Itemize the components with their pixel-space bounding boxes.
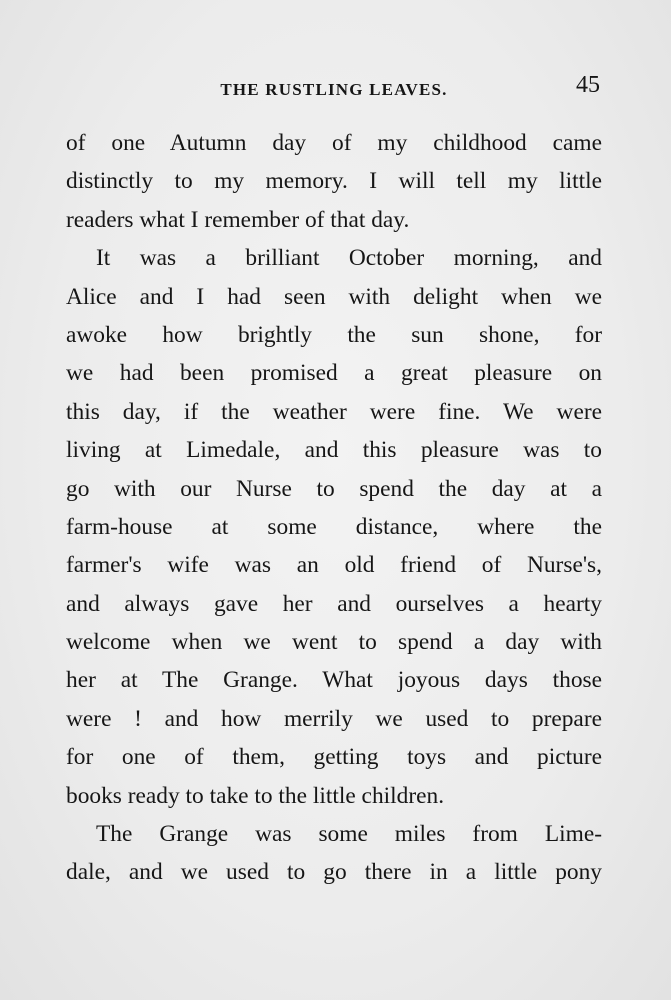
text-line: farm-house at some distance, where the: [66, 513, 602, 540]
text-line: go with our Nurse to spend the day at a: [66, 475, 602, 502]
text-line: awoke how brightly the sun shone, for: [66, 321, 602, 348]
text-line: her at The Grange. What joyous days those: [66, 667, 602, 694]
text-line: and always gave her and ourselves a hearty: [66, 590, 602, 617]
text-line: for one of them, getting toys and picture: [66, 744, 602, 771]
text-line: this day, if the weather were fine. We were: [66, 398, 602, 425]
running-head: [66, 72, 602, 104]
text-line: The Grange was some miles from Lime-: [96, 821, 602, 848]
text-line: Alice and I had seen with delight when we: [66, 283, 602, 310]
text-line: books ready to take to the little children.: [66, 782, 445, 809]
text-line: of one Autumn day of my childhood came: [66, 130, 602, 156]
text-line: distinctly to my memory. I will tell my little: [66, 168, 602, 195]
running-title: THE RUSTLING LEAVES.: [220, 80, 448, 99]
page-number: 45: [576, 72, 600, 98]
text-line: welcome when we went to spend a day with: [66, 629, 602, 656]
text-line: we had been promised a great pleasure on: [66, 360, 602, 387]
text-line: It was a brilliant October morning, and: [96, 245, 602, 272]
body-text: [66, 124, 602, 892]
text-line: farmer's wife was an old friend of Nurse's,: [66, 552, 602, 579]
text-line: readers what I remember of that day.: [66, 206, 410, 233]
text-line: dale, and we used to go there in a little pony: [66, 859, 602, 886]
text-line: living at Limedale, and this pleasure was to: [66, 437, 602, 464]
text-line: were ! and how merrily we used to prepare: [66, 705, 602, 732]
